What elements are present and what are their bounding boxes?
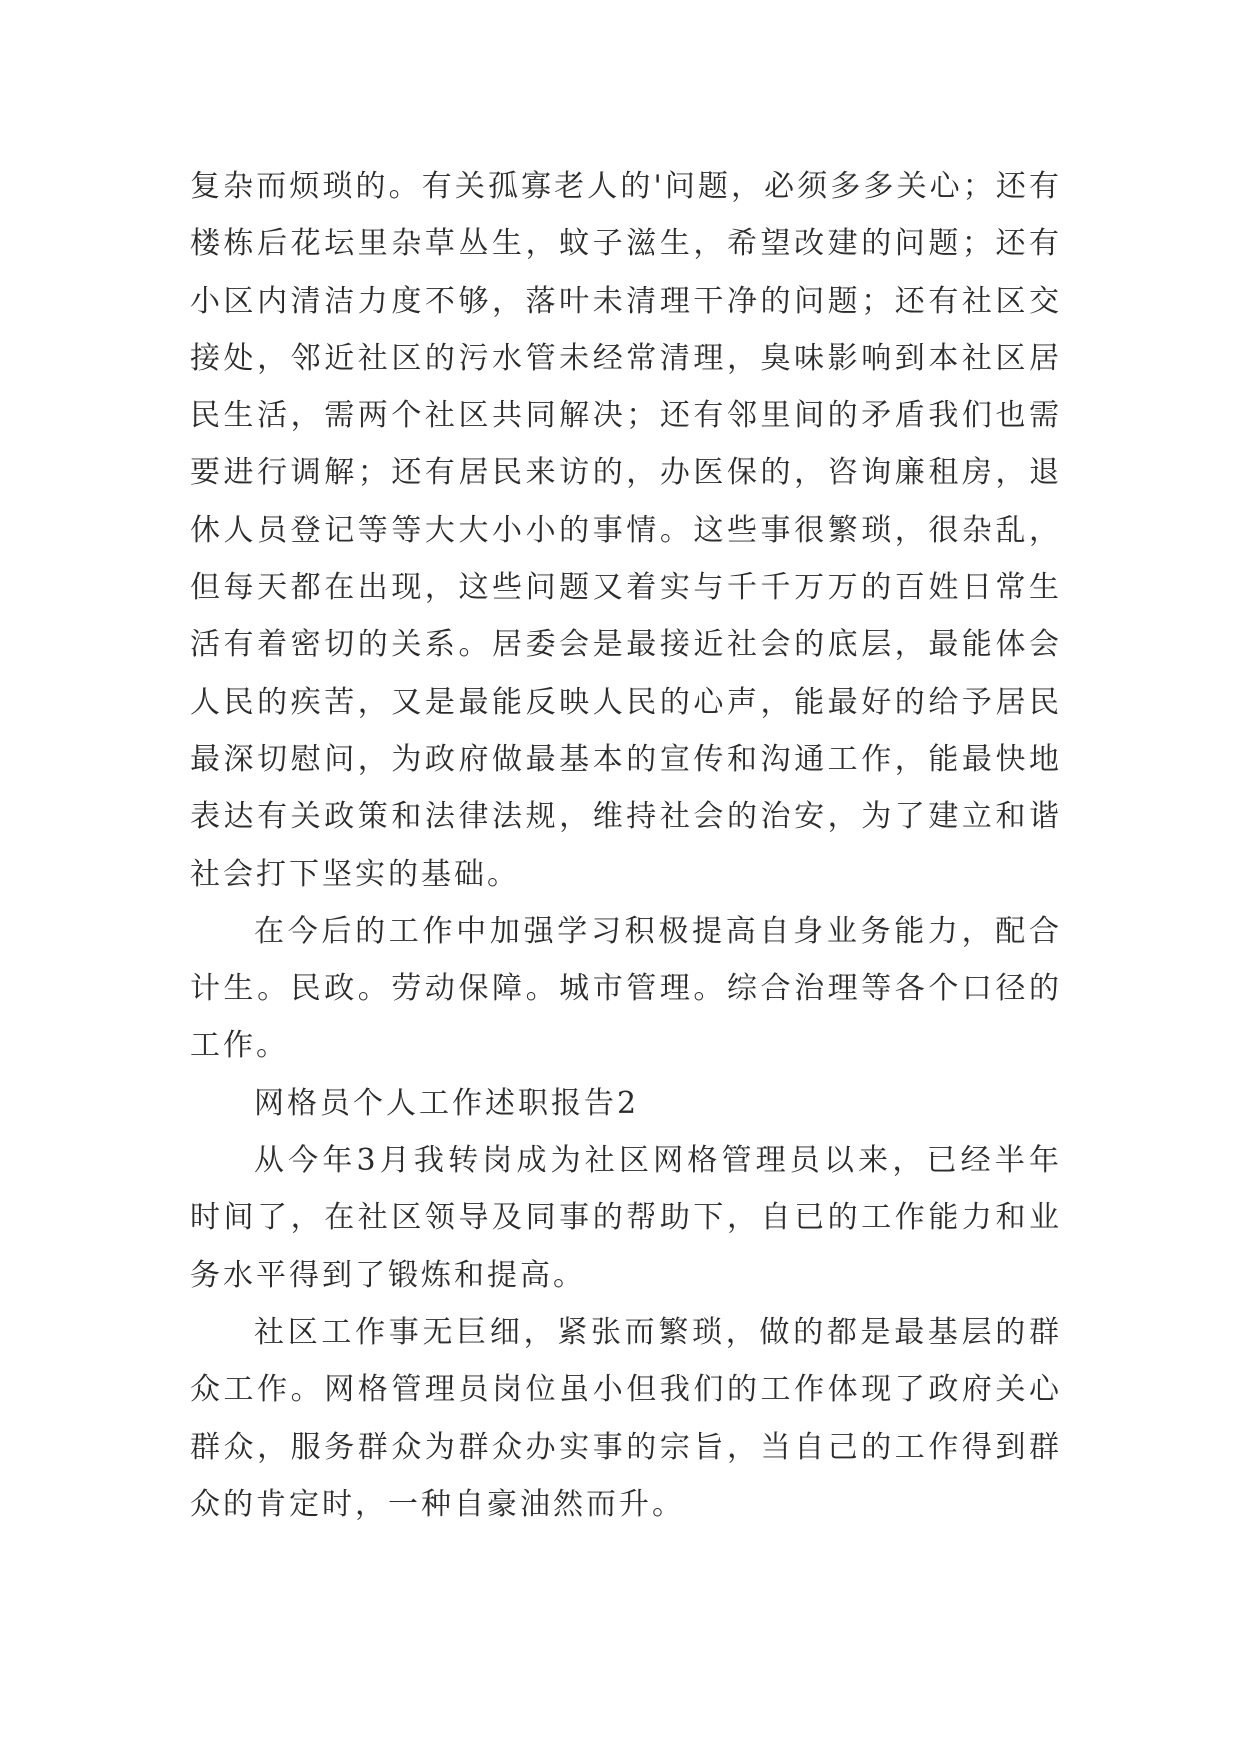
paragraph-community-work: 社区工作事无巨细，紧张而繁琐，做的都是最基层的群众工作。网格管理员岗位虽小但我们的工作体现了政府关心群众，服务群众为群众办实事的宗旨，当自己的工作得到群众的肯定时，一种自豪油然而升。 [190,1314,1062,1522]
section-heading: 网格员个人工作述职报告2 [254,1085,640,1121]
paragraph-continuation: 复杂而烦琐的。有关孤寡老人的'问题，必须多多关心；还有楼栋后花坛里杂草丛生，蚊子滋生，希望改建的问题；还有小区内清洁力度不够，落叶未清理干净的问题；还有社区交接处，邻近社区的污水管未经常清理，臭味影响到本社区居民生活，需两个社区共同解决；还有邻里间的矛盾我们也需要进行调解；还有居民来访的，办医保的，咨询廉租房，退休人员登记等等大大小小的事情。这些事很繁琐，很杂乱，但每天都在出现，这些问题又着实与千千万万的百姓日常生活有着密切的关系。居委会是最接近社会的底层，最能体会人民的疾苦，又是最能反映人民的心声，能最好的给予居民最深切慰问，为政府做最基本的宣传和沟通工作，能最快地表达有关政策和法律法规，维持社会的治安，为了建立和谐社会打下坚实的基础。 [190,169,1062,892]
paragraph-intro: 从今年3月我转岗成为社区网格管理员以来，已经半年时间了，在社区领导及同事的帮助下，自已的工作能力和业务水平得到了锻炼和提高。 [190,1143,1062,1293]
paragraph-future-work: 在今后的工作中加强学习积极提高自身业务能力，配合计生。民政。劳动保障。城市管理。综合治理等各个口径的工作。 [190,913,1062,1064]
document-body [190,158,1062,1533]
